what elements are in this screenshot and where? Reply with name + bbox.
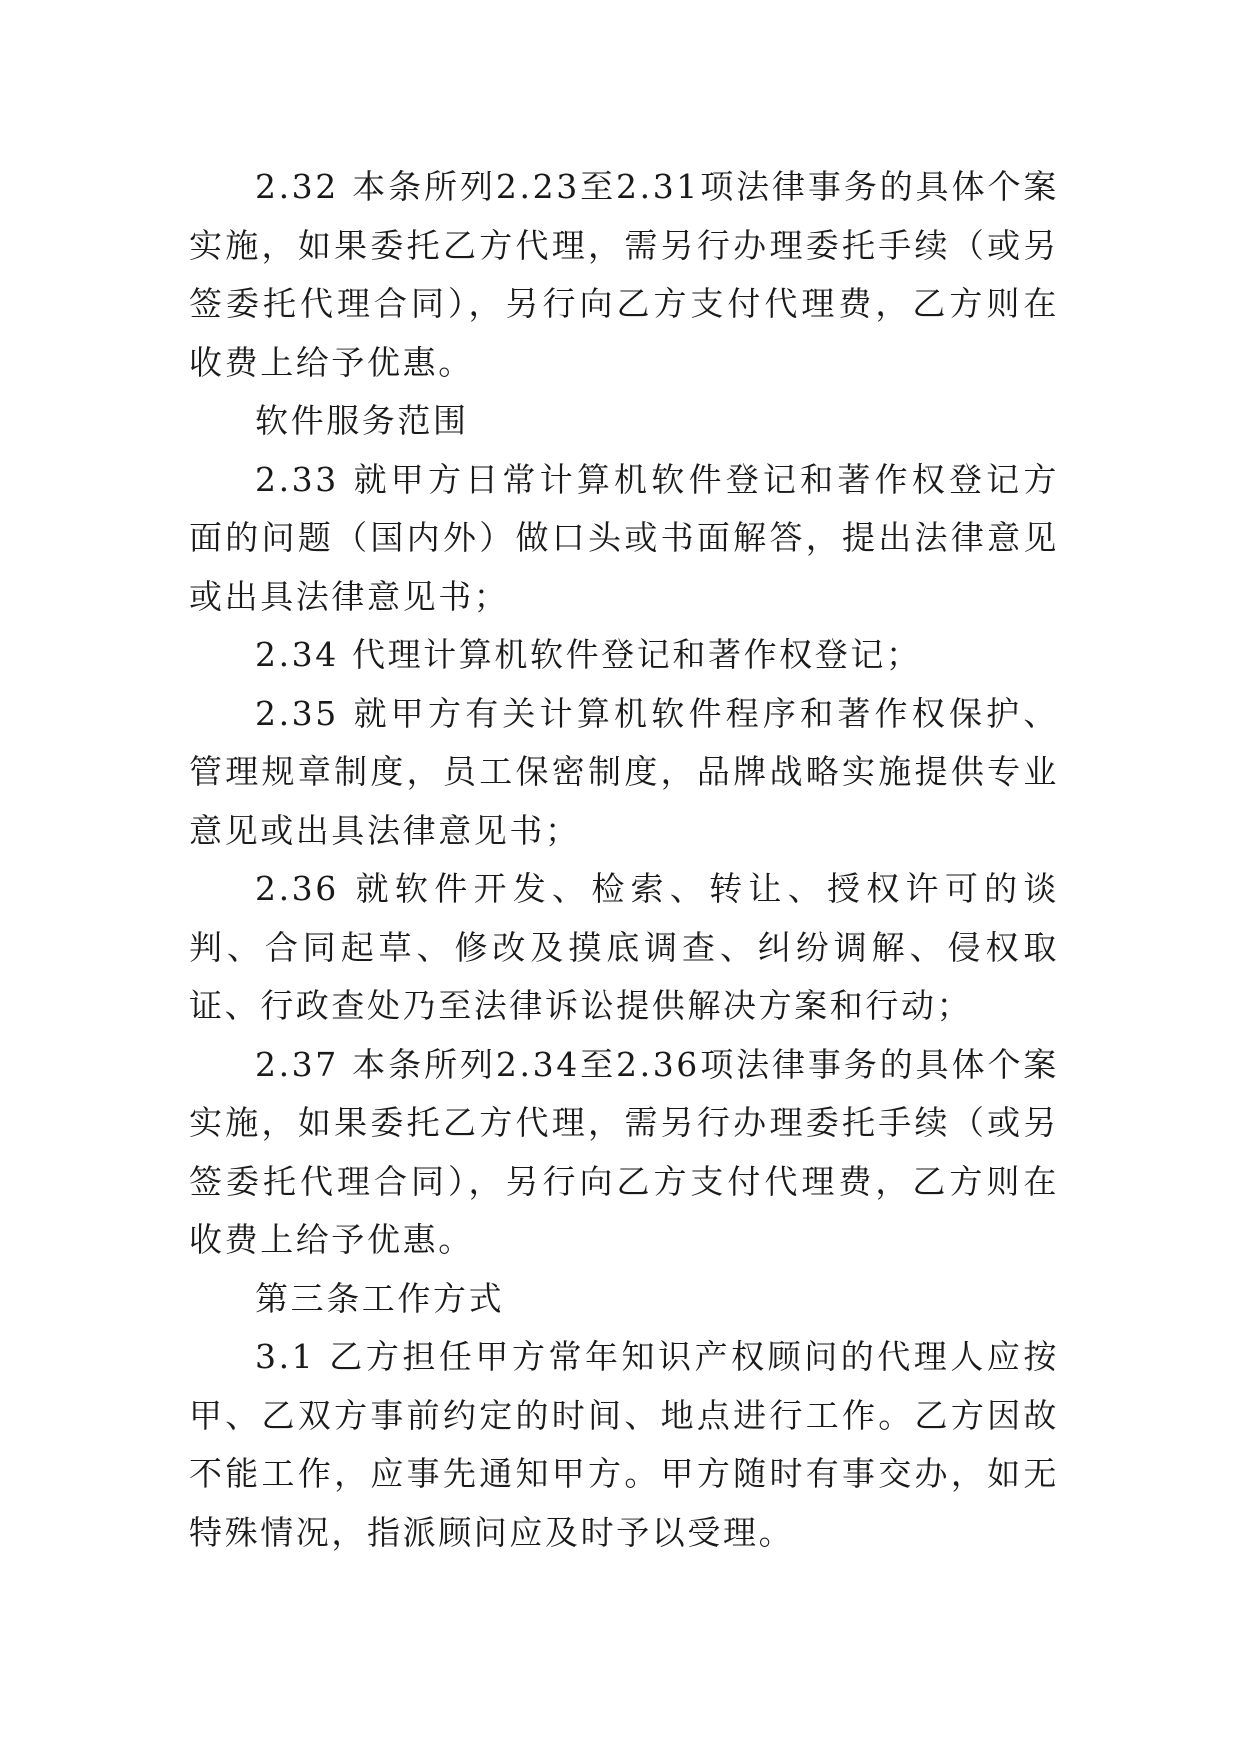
paragraph-2-37: 2.37 本条所列2.34至2.36项法律事务的具体个案实施，如果委托乙方代理，需另行办理委托手续（或另签委托代理合同），另行向乙方支付代理费，乙方则在收费上给予优惠。 (189, 1044, 1059, 1259)
paragraph-3-1: 3.1 乙方担任甲方常年知识产权顾问的代理人应按甲、乙双方事前约定的时间、地点进行工作。乙方因故不能工作，应事先通知甲方。甲方随时有事交办，如无特殊情况，指派顾问应及时予以受理。 (189, 1337, 1059, 1552)
paragraph-2-35: 2.35 就甲方有关计算机软件程序和著作权保护、管理规章制度，员工保密制度，品牌战略实施提供专业意见或出具法律意见书； (189, 693, 1059, 850)
paragraph-2-33: 2.33 就甲方日常计算机软件登记和著作权登记方面的问题（国内外）做口头或书面解答，提出法律意见或出具法律意见书； (189, 459, 1059, 616)
paragraph-2-34: 2.34 代理计算机软件登记和著作权登记； (255, 635, 922, 674)
section-heading-article-3: 第三条工作方式 (255, 1278, 505, 1318)
section-heading-software-services: 软件服务范围 (255, 401, 469, 440)
paragraph-2-32: 2.32 本条所列2.23至2.31项法律事务的具体个案实施，如果委托乙方代理，需另行办理委托手续（或另签委托代理合同），另行向乙方支付代理费，乙方则在收费上给予优惠。 (189, 167, 1059, 382)
paragraph-2-36: 2.36 就软件开发、检索、转让、授权许可的谈判、合同起草、修改及摸底调查、纠纷调解、侵权取证、行政查处乃至法律诉讼提供解决方案和行动； (189, 869, 1059, 1025)
document-body (189, 158, 1059, 1562)
